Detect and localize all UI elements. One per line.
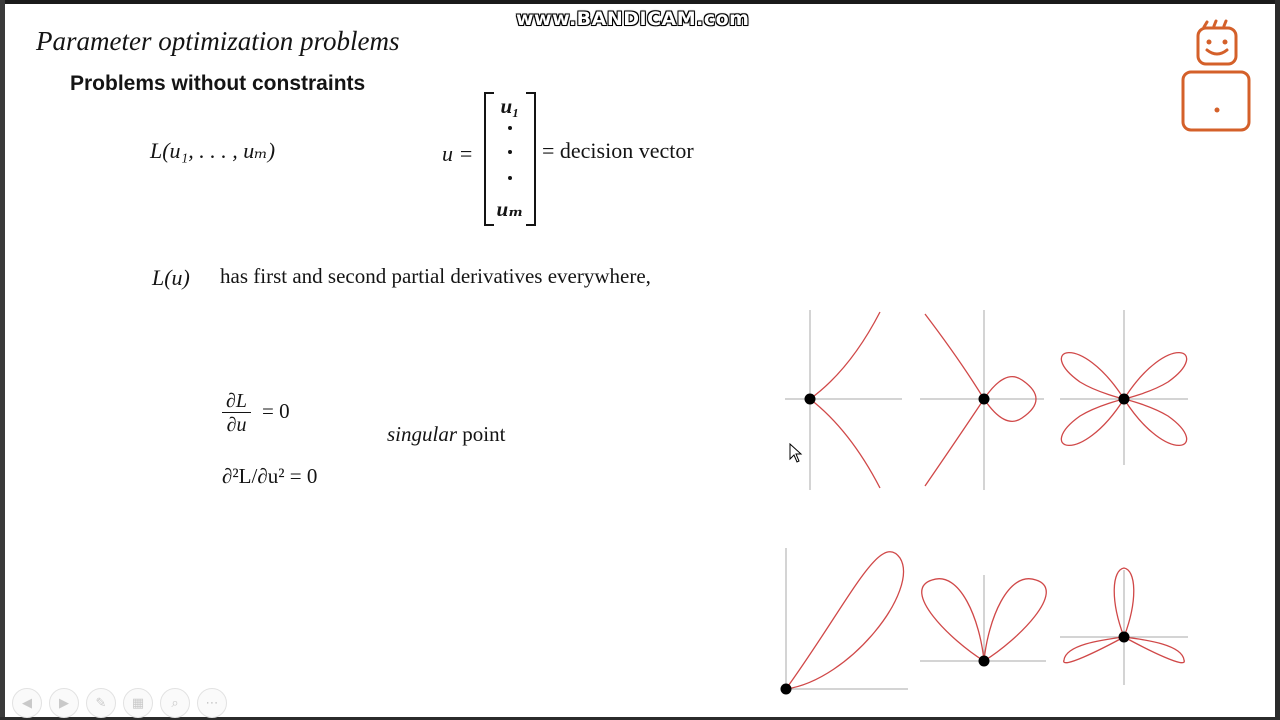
singular-point-figures xyxy=(780,300,1200,700)
pen-icon[interactable]: ✎ xyxy=(86,688,116,718)
recording-watermark: www.BANDICAM.com xyxy=(516,8,750,30)
fraction-numerator: ∂L xyxy=(222,390,251,413)
first-derivative-equals: = 0 xyxy=(262,399,290,423)
point-word: point xyxy=(457,422,506,446)
second-derivative: ∂²L/∂u² = 0 xyxy=(222,464,318,488)
figure-four-leaf xyxy=(1060,310,1188,465)
window-frame-top xyxy=(0,0,1280,4)
function-expression: L(u₁, . . . , uₘ) xyxy=(150,138,276,163)
derivative-statement: has first and second partial derivatives everywhere, xyxy=(220,264,651,288)
slideshow-toolbar xyxy=(12,688,227,718)
matrix-dot xyxy=(508,150,512,154)
decision-vector-matrix xyxy=(484,92,536,224)
figure-two-leaf xyxy=(920,575,1046,667)
first-derivative-fraction xyxy=(222,390,251,437)
matrix-dot xyxy=(508,176,512,180)
matrix-dot xyxy=(508,126,512,130)
mouse-cursor-icon xyxy=(789,443,803,463)
forward-icon[interactable]: ▶ xyxy=(49,688,79,718)
mascot-icon xyxy=(1180,18,1254,134)
back-icon[interactable]: ◀ xyxy=(12,688,42,718)
figure-folium xyxy=(781,548,909,695)
matrix-top-entry: u₁ xyxy=(500,94,520,118)
slides-icon[interactable]: ▦ xyxy=(123,688,153,718)
singular-point-label xyxy=(387,422,505,447)
decision-vector-label: = decision vector xyxy=(542,138,694,163)
slide-subtitle: Problems without constraints xyxy=(70,72,366,95)
figure-node-loop xyxy=(920,310,1044,490)
singular-word: singular xyxy=(387,422,458,446)
figure-cusp xyxy=(785,310,902,490)
zoom-icon[interactable]: ⌕ xyxy=(160,688,190,718)
matrix-bottom-entry: uₘ xyxy=(496,197,524,221)
more-icon[interactable]: ⋯ xyxy=(197,688,227,718)
window-frame-left xyxy=(0,0,5,720)
slide-title: Parameter optimization problems xyxy=(36,26,400,56)
fraction-denominator: ∂u xyxy=(226,414,247,436)
function-lu: L(u) xyxy=(152,265,190,290)
vector-lhs: u = xyxy=(442,141,474,166)
window-frame-right xyxy=(1275,0,1280,720)
figure-three-leaf xyxy=(1060,568,1188,685)
